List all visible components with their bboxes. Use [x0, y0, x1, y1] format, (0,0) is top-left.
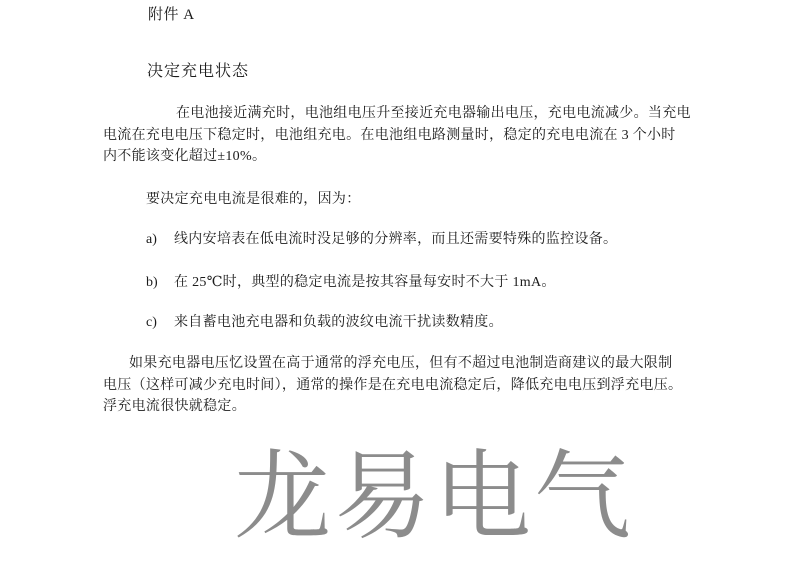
company-watermark: 龙易电气 [234, 444, 634, 551]
list-intro-line: 要决定充电电流是很难的，因为： [146, 192, 361, 207]
paragraph-charge-description [103, 103, 699, 168]
paragraph-line: 在电池接近满充时，电池组电压升至接近充电器输出电压，充电电流减少。当充电 [176, 106, 691, 121]
appendix-label: 附件 A [148, 7, 195, 23]
list-item-marker: b) [146, 275, 158, 290]
page-title: 决定充电状态 [147, 63, 250, 80]
list-item-text: 来自蓄电池充电器和负载的波纹电流干扰读数精度。 [174, 315, 503, 330]
paragraph-line: 如果充电器电压忆设置在高于通常的浮充电压，但有不超过电池制造商建议的最大限制 [129, 356, 673, 371]
list-item-text: 线内安培表在低电流时没足够的分辨率，而且还需要特殊的监控设备。 [174, 232, 618, 247]
paragraph-line: 浮充电流很快就稳定。 [103, 399, 246, 415]
list-item-text: 在 25℃时，典型的稳定电流是按其容量每安时不大于 1mA。 [174, 275, 556, 290]
list-item [146, 229, 617, 251]
list-item [146, 272, 556, 294]
paragraph-float-voltage [103, 353, 699, 418]
paragraph-line: 电流在充电电压下稳定时，电池组充电。在电池组电路测量时，稳定的充电电流在 3 个小时 [103, 127, 676, 143]
paragraph-line: 电压（这样可减少充电时间），通常的操作是在充电电流稳定后，降低充电电压到浮充电压。 [103, 377, 683, 393]
list-item [146, 312, 503, 334]
list-item-marker: a) [146, 232, 157, 247]
paragraph-line: 内不能该变化超过±10%。 [103, 149, 267, 165]
list-item-marker: c) [146, 315, 157, 330]
